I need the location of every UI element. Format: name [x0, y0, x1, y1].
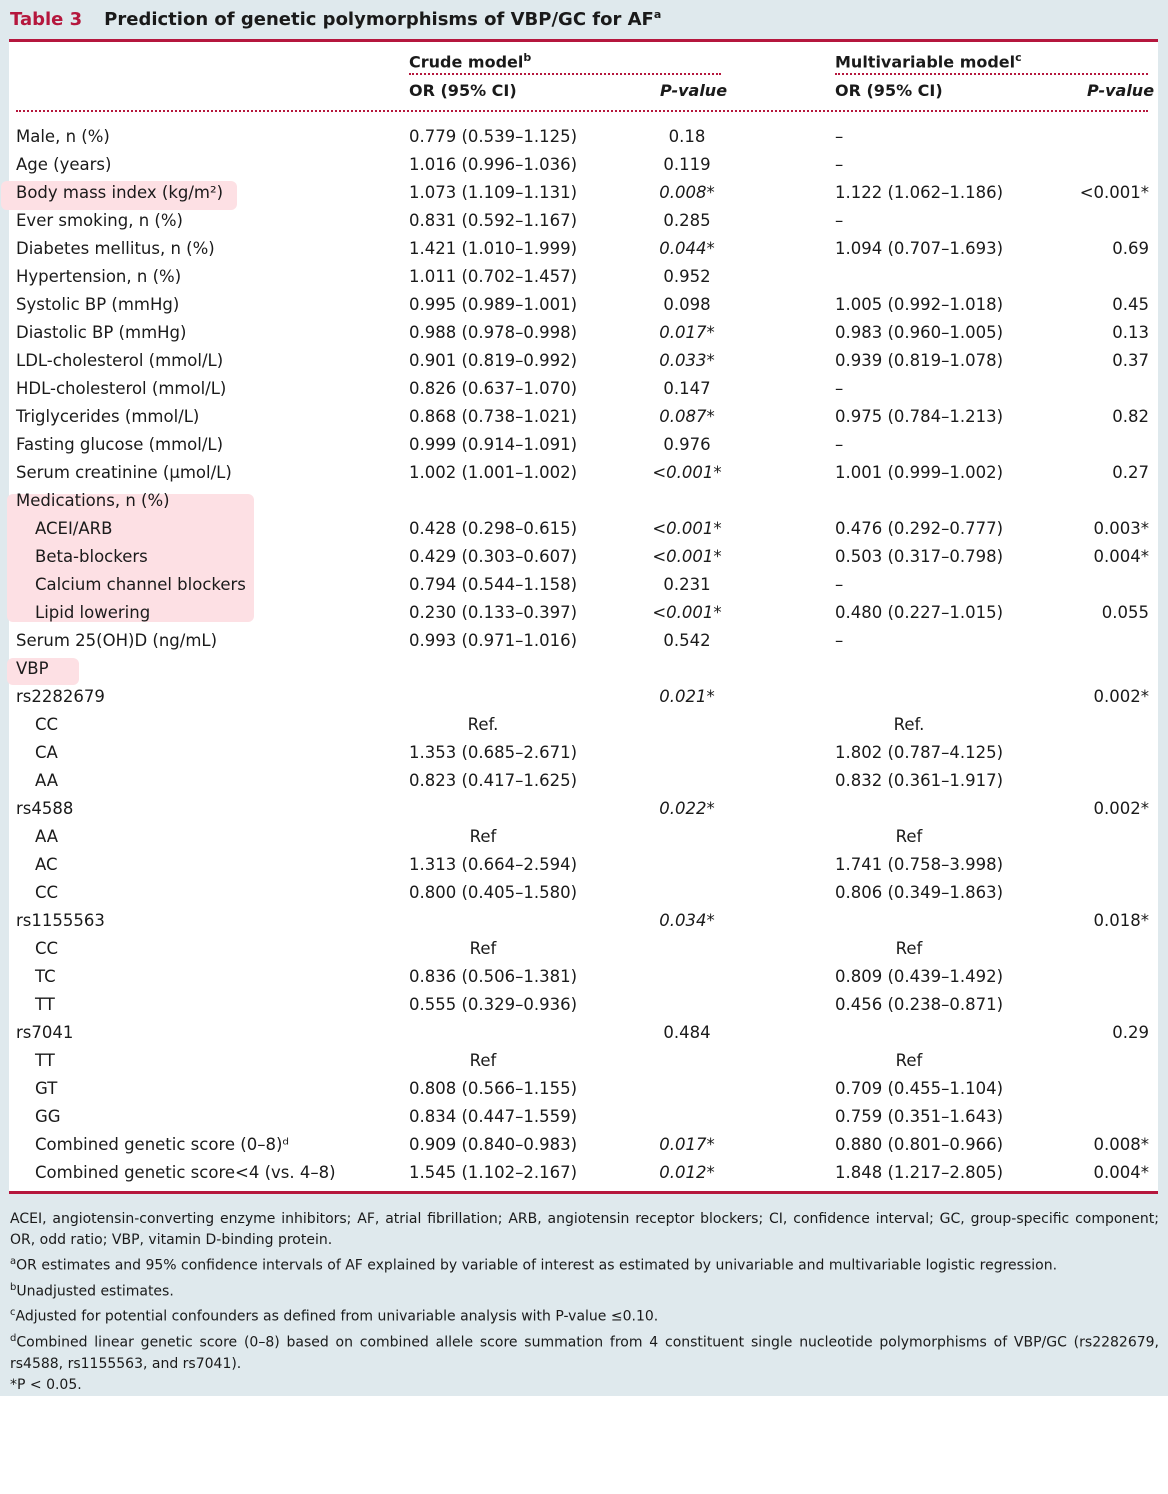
table-row — [9, 487, 1158, 515]
table-row — [9, 627, 1158, 655]
header-p-crude: P-value — [660, 81, 728, 100]
crude-p-cell: 0.034* — [659, 911, 715, 930]
table-row — [9, 1159, 1158, 1187]
crude-p-cell — [649, 487, 725, 515]
multi-or-cell: 0.975 (0.784–1.213) — [835, 407, 1004, 426]
row-label: Systolic BP (mmHg) — [16, 295, 180, 314]
table-row — [9, 1047, 1158, 1075]
multi-or-cell: 1.094 (0.707–1.693) — [835, 239, 1004, 258]
multi-p-cell — [1039, 1047, 1149, 1075]
multi-or-cell: – — [835, 379, 844, 398]
crude-or-cell: 0.909 (0.840–0.983) — [409, 1135, 578, 1154]
row-label: rs4588 — [16, 799, 74, 818]
multi-or-cell: – — [835, 435, 844, 454]
row-label: AA — [35, 827, 59, 846]
crude-p-cell — [649, 1047, 725, 1075]
crude-or-cell: 1.002 (1.001–1.002) — [409, 463, 578, 482]
crude-or-cell: 0.993 (0.971–1.016) — [409, 631, 578, 650]
row-label: HDL-cholesterol (mmol/L) — [16, 379, 227, 398]
multi-or-cell: Ref. — [893, 715, 925, 734]
multi-header-rule — [835, 73, 1148, 75]
crude-p-cell — [649, 823, 725, 851]
crude-or-cell: 0.555 (0.329–0.936) — [409, 995, 578, 1014]
bottom-rule — [9, 1191, 1158, 1194]
crude-p-cell: 0.012* — [659, 1163, 715, 1182]
crude-p-cell — [649, 935, 725, 963]
table-row — [9, 235, 1158, 263]
crude-p-cell: 0.098 — [663, 295, 711, 314]
multi-p-cell — [1039, 711, 1149, 739]
crude-or-cell: 0.794 (0.544–1.158) — [409, 575, 578, 594]
header-or-crude: OR (95% CI) — [409, 81, 517, 100]
crude-p-cell: 0.119 — [663, 155, 711, 174]
row-label: AA — [35, 771, 59, 790]
crude-or-cell: 1.545 (1.102–2.167) — [409, 1163, 578, 1182]
row-label: Hypertension, n (%) — [16, 267, 182, 286]
table-row — [9, 683, 1158, 711]
multi-p-cell — [1039, 935, 1149, 963]
crude-or-cell: 0.999 (0.914–1.091) — [409, 435, 578, 454]
multi-or-cell: 0.476 (0.292–0.777) — [835, 519, 1004, 538]
crude-p-cell: 0.976 — [663, 435, 711, 454]
row-label: Fasting glucose (mmol/L) — [16, 435, 224, 454]
multi-or-cell: – — [835, 631, 844, 650]
crude-p-cell: 0.021* — [659, 687, 715, 706]
header-crude-model: Crude model$^b$ — [409, 51, 532, 72]
multi-p-cell: <0.001* — [1079, 183, 1149, 202]
row-label: rs1155563 — [16, 911, 105, 930]
row-label: Male, n (%) — [16, 127, 110, 146]
multi-p-cell — [1039, 1075, 1149, 1103]
table-row — [9, 151, 1158, 179]
row-label: AC — [35, 855, 58, 874]
multi-or-cell: 0.709 (0.455–1.104) — [835, 1079, 1004, 1098]
multi-p-cell — [1039, 123, 1149, 151]
crude-or-cell: 1.313 (0.664–2.594) — [409, 855, 578, 874]
row-label: Serum 25(OH)D (ng/mL) — [16, 631, 218, 650]
crude-p-cell — [649, 1103, 725, 1131]
crude-or-cell: 0.836 (0.506–1.381) — [409, 967, 578, 986]
crude-p-cell: 0.017* — [659, 1135, 715, 1154]
crude-or-cell: Ref — [469, 939, 497, 958]
crude-p-cell: <0.001* — [652, 463, 722, 482]
table-row — [9, 739, 1158, 767]
header-multivariable-model: Multivariable model$^c$ — [835, 51, 1022, 72]
row-label: CC — [35, 939, 59, 958]
table-row — [9, 767, 1158, 795]
multi-or-cell: – — [835, 575, 844, 594]
row-label: rs7041 — [16, 1023, 74, 1042]
table-row — [9, 571, 1158, 599]
row-label: TT — [35, 1051, 55, 1070]
crude-or-cell: Ref. — [467, 715, 499, 734]
table-row — [9, 319, 1158, 347]
row-label: Medications, n (%) — [16, 491, 170, 510]
crude-or-cell: 0.808 (0.566–1.155) — [409, 1079, 578, 1098]
crude-or-cell: 1.011 (0.702–1.457) — [409, 267, 578, 286]
crude-or-cell: 0.826 (0.637–1.070) — [409, 379, 578, 398]
crude-or-cell: 0.823 (0.417–1.625) — [409, 771, 578, 790]
crude-p-cell — [649, 655, 725, 683]
table-row — [9, 291, 1158, 319]
multi-or-cell: Ref — [895, 827, 923, 846]
table-row — [9, 935, 1158, 963]
multi-p-cell: 0.002* — [1093, 687, 1149, 706]
multi-p-cell — [1039, 1103, 1149, 1131]
table-row — [9, 1019, 1158, 1047]
multi-or-cell: 0.480 (0.227–1.015) — [835, 603, 1004, 622]
row-label: LDL-cholesterol (mmol/L) — [16, 351, 224, 370]
multi-p-cell — [1039, 879, 1149, 907]
multi-p-cell: 0.13 — [1112, 323, 1149, 342]
row-label: Age (years) — [16, 155, 112, 174]
table-row — [9, 347, 1158, 375]
row-label: GT — [35, 1079, 58, 1098]
crude-or-cell: 0.230 (0.133–0.397) — [409, 603, 578, 622]
table-row — [9, 795, 1158, 823]
crude-or-cell: 1.421 (1.010–1.999) — [409, 239, 578, 258]
crude-p-cell — [649, 711, 725, 739]
crude-header-rule — [409, 73, 721, 75]
crude-p-cell: 0.18 — [668, 127, 706, 146]
multi-or-cell: 1.802 (0.787–4.125) — [835, 743, 1004, 762]
row-label: Diabetes mellitus, n (%) — [16, 239, 215, 258]
table-row — [9, 207, 1158, 235]
multi-p-cell: 0.008* — [1093, 1135, 1149, 1154]
multi-p-cell — [1039, 151, 1149, 179]
multi-or-cell: 0.809 (0.439–1.492) — [835, 967, 1004, 986]
crude-or-cell: Ref — [469, 1051, 497, 1070]
multi-p-cell: 0.004* — [1093, 1163, 1149, 1182]
crude-or-cell: 0.831 (0.592–1.167) — [409, 211, 578, 230]
crude-or-cell: 1.016 (0.996–1.036) — [409, 155, 578, 174]
footnote-abbreviations: ACEI, angiotensin-converting enzyme inhibitors; AF, atrial fibrillation; ARB, angiotensin receptor blockers; CI, confidence interval; GC, group-specific component; OR, odd ratio; VBP, vitamin D-binding protein. — [10, 1211, 1159, 1248]
footnote-a: $^a$OR estimates and 95% confidence intervals of AF explained by variable of interest as estimated by univariable and multivariable logistic regression. — [10, 1256, 1058, 1274]
multi-p-cell: 0.055 — [1101, 603, 1149, 622]
multi-p-cell: 0.27 — [1112, 463, 1149, 482]
multi-or-cell: 1.848 (1.217–2.805) — [835, 1163, 1004, 1182]
crude-p-cell — [649, 963, 725, 991]
multi-p-cell — [1039, 851, 1149, 879]
table-row — [9, 1103, 1158, 1131]
footnotes — [10, 1209, 1159, 1396]
crude-p-cell: <0.001* — [652, 519, 722, 538]
crude-or-cell: 0.901 (0.819–0.992) — [409, 351, 578, 370]
data-table — [9, 42, 1158, 1192]
row-label: Lipid lowering — [35, 603, 151, 622]
crude-or-cell: 1.353 (0.685–2.671) — [409, 743, 578, 762]
table-row — [9, 655, 1158, 683]
row-label: Beta-blockers — [35, 547, 148, 566]
crude-p-cell: 0.008* — [659, 183, 715, 202]
crude-or-cell: 0.429 (0.303–0.607) — [409, 547, 578, 566]
multi-p-cell — [1039, 571, 1149, 599]
crude-or-cell: 1.073 (1.109–1.131) — [409, 183, 578, 202]
row-label: Triglycerides (mmol/L) — [16, 407, 200, 426]
table-row — [9, 263, 1158, 291]
multi-p-cell — [1039, 963, 1149, 991]
row-label: Diastolic BP (mmHg) — [16, 323, 187, 342]
crude-p-cell: 0.033* — [659, 351, 715, 370]
multi-or-cell: 1.001 (0.999–1.002) — [835, 463, 1004, 482]
table-title-sup: a — [653, 8, 662, 21]
multi-or-cell: 1.005 (0.992–1.018) — [835, 295, 1004, 314]
table-row — [9, 1131, 1158, 1159]
multi-or-cell: Ref — [895, 1051, 923, 1070]
multi-or-cell: 0.832 (0.361–1.917) — [835, 771, 1004, 790]
table-number: Table 3 — [10, 9, 83, 30]
table-row — [9, 431, 1158, 459]
multi-p-cell — [1039, 375, 1149, 403]
crude-p-cell: 0.285 — [663, 211, 711, 230]
table-row — [9, 851, 1158, 879]
multi-p-cell: 0.82 — [1112, 407, 1149, 426]
table-row — [9, 599, 1158, 627]
crude-p-cell: 0.044* — [659, 239, 715, 258]
multi-p-cell — [1039, 487, 1149, 515]
row-label: VBP — [16, 659, 49, 678]
multi-p-cell: 0.37 — [1112, 351, 1149, 370]
multi-or-cell: 1.741 (0.758–3.998) — [835, 855, 1004, 874]
multi-or-cell: – — [835, 127, 844, 146]
multi-or-cell: 0.983 (0.960–1.005) — [835, 323, 1004, 342]
table-row — [9, 123, 1158, 151]
multi-or-cell: – — [835, 155, 844, 174]
crude-or-cell: 0.868 (0.738–1.021) — [409, 407, 578, 426]
multi-p-cell — [1039, 823, 1149, 851]
multi-p-cell — [1039, 739, 1149, 767]
multi-p-cell: 0.003* — [1093, 519, 1149, 538]
crude-p-cell: <0.001* — [652, 603, 722, 622]
crude-p-cell: 0.017* — [659, 323, 715, 342]
table-row — [9, 515, 1158, 543]
table-row — [9, 459, 1158, 487]
table-row — [9, 543, 1158, 571]
header-bottom-rule — [16, 110, 1148, 112]
crude-or-cell: 0.988 (0.978–0.998) — [409, 323, 578, 342]
multi-or-cell: – — [835, 211, 844, 230]
multi-p-cell — [1039, 627, 1149, 655]
multi-p-cell: 0.002* — [1093, 799, 1149, 818]
multi-p-cell — [1039, 991, 1149, 1019]
crude-p-cell: 0.022* — [659, 799, 715, 818]
table-row — [9, 907, 1158, 935]
crude-p-cell: <0.001* — [652, 547, 722, 566]
row-label: CA — [35, 743, 58, 762]
multi-or-cell: 0.939 (0.819–1.078) — [835, 351, 1004, 370]
crude-or-cell: 0.779 (0.539–1.125) — [409, 127, 578, 146]
crude-p-cell — [649, 739, 725, 767]
crude-p-cell — [649, 991, 725, 1019]
footnote-d: $^d$Combined linear genetic score (0–8) based on combined allele score summation from 4 constituent single nucleotide polymorphisms of VBP/GC (rs2282679, rs4588, rs1155563, and rs7041). — [10, 1332, 1159, 1372]
multi-or-cell: 0.759 (0.351–1.643) — [835, 1107, 1004, 1126]
header-p-multi: P-value — [1087, 81, 1155, 100]
table-title-text: Prediction of genetic polymorphisms of VBP/GC for AF — [104, 9, 654, 30]
crude-p-cell — [649, 767, 725, 795]
crude-p-cell: 0.952 — [663, 267, 711, 286]
table-row — [9, 1075, 1158, 1103]
table-title — [10, 2, 661, 32]
row-label: Body mass index (kg/m²) — [16, 183, 224, 202]
multi-p-cell: 0.69 — [1112, 239, 1149, 258]
table-row — [9, 179, 1158, 207]
table-row — [9, 823, 1158, 851]
footnote-c: $^c$Adjusted for potential confounders as defined from univariable analysis with P-value ≤0.10. — [10, 1307, 659, 1325]
row-label: Combined genetic score (0–8)ᵈ — [35, 1135, 290, 1154]
row-label: Serum creatinine (μmol/L) — [16, 463, 232, 482]
multi-or-cell: 0.880 (0.801–0.966) — [835, 1135, 1004, 1154]
multi-p-cell: 0.45 — [1112, 295, 1149, 314]
table-row — [9, 711, 1158, 739]
row-label: CC — [35, 715, 59, 734]
crude-p-cell — [649, 851, 725, 879]
table-row — [9, 375, 1158, 403]
row-label: CC — [35, 883, 59, 902]
multi-or-cell: 0.456 (0.238–0.871) — [835, 995, 1004, 1014]
crude-or-cell: 0.428 (0.298–0.615) — [409, 519, 578, 538]
crude-or-cell: 0.800 (0.405–1.580) — [409, 883, 578, 902]
crude-p-cell: 0.147 — [663, 379, 711, 398]
crude-p-cell — [649, 879, 725, 907]
row-label: TT — [35, 995, 55, 1014]
multi-or-cell: 0.806 (0.349–1.863) — [835, 883, 1004, 902]
multi-p-cell: 0.29 — [1112, 1023, 1149, 1042]
multi-p-cell: 0.018* — [1093, 911, 1149, 930]
row-label: TC — [35, 967, 56, 986]
crude-p-cell: 0.087* — [659, 407, 715, 426]
multi-p-cell — [1039, 431, 1149, 459]
header-or-multi: OR (95% CI) — [835, 81, 943, 100]
multi-p-cell — [1039, 767, 1149, 795]
row-label: rs2282679 — [16, 687, 105, 706]
multi-p-cell — [1039, 263, 1149, 291]
row-label: ACEI/ARB — [35, 519, 113, 538]
crude-or-cell: 0.834 (0.447–1.559) — [409, 1107, 578, 1126]
multi-or-cell: Ref — [895, 939, 923, 958]
row-label: Calcium channel blockers — [35, 575, 246, 594]
table-row — [9, 991, 1158, 1019]
crude-or-cell: Ref — [469, 827, 497, 846]
crude-p-cell: 0.231 — [663, 575, 711, 594]
crude-or-cell: 0.995 (0.989–1.001) — [409, 295, 578, 314]
table-row — [9, 403, 1158, 431]
crude-p-cell — [649, 1075, 725, 1103]
multi-or-cell: 1.122 (1.062–1.186) — [835, 183, 1004, 202]
multi-p-cell — [1039, 207, 1149, 235]
footnote-star: *P < 0.05. — [10, 1376, 82, 1393]
multi-p-cell — [1039, 655, 1149, 683]
row-label: Combined genetic score<4 (vs. 4–8) — [35, 1163, 336, 1182]
table-row — [9, 963, 1158, 991]
multi-p-cell: 0.004* — [1093, 547, 1149, 566]
row-label: Ever smoking, n (%) — [16, 211, 183, 230]
crude-p-cell: 0.484 — [663, 1023, 711, 1042]
crude-p-cell: 0.542 — [663, 631, 711, 650]
multi-or-cell: 0.503 (0.317–0.798) — [835, 547, 1004, 566]
table-row — [9, 879, 1158, 907]
footnote-b: $^b$Unadjusted estimates. — [10, 1281, 174, 1300]
row-label: GG — [35, 1107, 61, 1126]
